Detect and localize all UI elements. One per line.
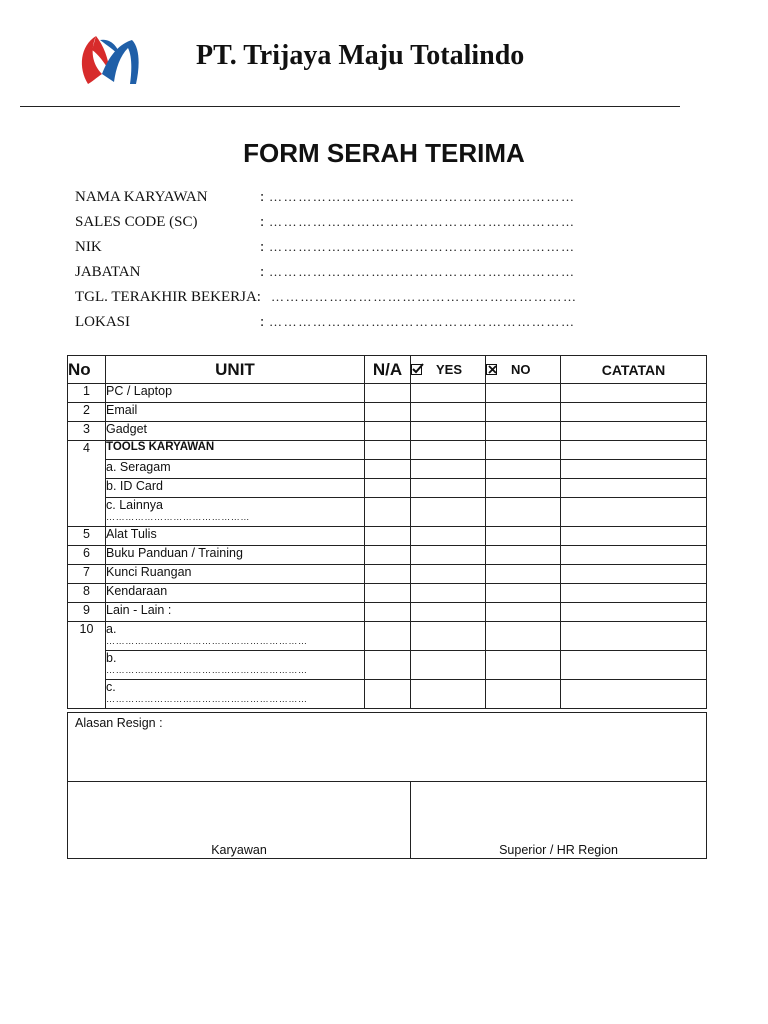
field-label: LOKASI — [75, 314, 130, 330]
company-name: PT. Trijaya Maju Totalindo — [196, 40, 525, 71]
table-row — [68, 441, 707, 460]
row-number: 8 — [68, 584, 106, 603]
table-row — [68, 498, 707, 527]
field-label: NIK — [75, 239, 102, 255]
cell-yes[interactable] — [411, 498, 486, 527]
cell-no[interactable] — [486, 651, 561, 680]
field-value[interactable]: ……………………………………………………… — [271, 289, 578, 304]
cell-no[interactable] — [486, 680, 561, 709]
row-number: 6 — [68, 546, 106, 565]
table-row — [68, 479, 707, 498]
table-row — [68, 403, 707, 422]
col-header-na: N/A — [365, 356, 411, 384]
table-row — [68, 422, 707, 441]
row-unit-cell — [106, 651, 365, 680]
cell-catatan[interactable] — [561, 584, 707, 603]
col-header-unit: UNIT — [106, 356, 365, 384]
cell-no[interactable] — [486, 546, 561, 565]
cell-na[interactable] — [365, 546, 411, 565]
resign-reason-box[interactable] — [68, 713, 707, 782]
cell-na[interactable] — [365, 603, 411, 622]
signature-karyawan[interactable] — [68, 782, 411, 859]
cell-yes[interactable] — [411, 680, 486, 709]
cell-catatan[interactable] — [561, 460, 707, 479]
table-row — [68, 651, 707, 680]
cell-yes[interactable] — [411, 603, 486, 622]
signature-superior-label: Superior / HR Region — [499, 843, 618, 857]
cell-na[interactable] — [365, 479, 411, 498]
col-header-yes — [411, 356, 486, 384]
field-value[interactable]: ……………………………………………………… — [269, 239, 576, 254]
resign-reason-label: Alasan Resign : — [75, 716, 163, 730]
cell-yes[interactable] — [411, 584, 486, 603]
table-row — [68, 384, 707, 403]
row-fill-dots[interactable]: ……………………………………………………… — [106, 665, 308, 675]
cell-catatan[interactable] — [561, 479, 707, 498]
cell-na[interactable] — [365, 441, 411, 460]
cell-na[interactable] — [365, 422, 411, 441]
header-divider — [20, 106, 680, 107]
row-unit: TOOLS KARYAWAN — [106, 441, 365, 460]
cell-no[interactable] — [486, 584, 561, 603]
cell-no[interactable] — [486, 422, 561, 441]
cell-catatan[interactable] — [561, 651, 707, 680]
cell-yes[interactable] — [411, 527, 486, 546]
cell-catatan[interactable] — [561, 622, 707, 651]
row-unit-cell — [106, 622, 365, 651]
row-unit-cell — [106, 680, 365, 709]
row-unit: a. Seragam — [106, 460, 365, 479]
row-unit: Gadget — [106, 422, 365, 441]
cell-yes[interactable] — [411, 441, 486, 460]
cell-no[interactable] — [486, 403, 561, 422]
table-row — [68, 460, 707, 479]
cell-no[interactable] — [486, 460, 561, 479]
cell-yes[interactable] — [411, 622, 486, 651]
cell-catatan[interactable] — [561, 441, 707, 460]
row-unit: Kunci Ruangan — [106, 565, 365, 584]
cell-catatan[interactable] — [561, 680, 707, 709]
row-unit: a. — [106, 622, 117, 636]
table-row — [68, 680, 707, 709]
resign-signature-table — [67, 712, 707, 859]
cell-no[interactable] — [486, 441, 561, 460]
field-label: NAMA KARYAWAN — [75, 189, 208, 205]
cell-no[interactable] — [486, 479, 561, 498]
cell-yes[interactable] — [411, 651, 486, 680]
row-fill-dots[interactable]: ……………………………………………………… — [106, 636, 308, 646]
field-label: SALES CODE (SC) — [75, 214, 198, 230]
cell-na[interactable] — [365, 651, 411, 680]
cell-catatan[interactable] — [561, 384, 707, 403]
cell-no[interactable] — [486, 384, 561, 403]
cell-na[interactable] — [365, 403, 411, 422]
row-number: 9 — [68, 603, 106, 622]
cell-yes[interactable] — [411, 460, 486, 479]
col-header-no: No — [68, 356, 106, 384]
cell-no[interactable] — [486, 622, 561, 651]
handover-table — [67, 355, 707, 709]
cell-na[interactable] — [365, 460, 411, 479]
row-number: 4 — [68, 441, 106, 527]
signature-karyawan-label: Karyawan — [211, 843, 267, 857]
cell-catatan[interactable] — [561, 603, 707, 622]
cell-catatan[interactable] — [561, 403, 707, 422]
table-row — [68, 584, 707, 603]
cell-na[interactable] — [365, 680, 411, 709]
col-header-no-label: NO — [511, 362, 531, 377]
checkbox-crossed-icon — [486, 364, 497, 375]
cell-yes[interactable] — [411, 403, 486, 422]
row-unit: Alat Tulis — [106, 527, 365, 546]
field-value[interactable]: ……………………………………………………… — [269, 314, 576, 329]
field-label: JABATAN — [75, 264, 141, 280]
row-number: 5 — [68, 527, 106, 546]
row-fill-dots[interactable]: ……………………………………………………… — [106, 694, 308, 704]
cell-no[interactable] — [486, 498, 561, 527]
row-unit: c. — [106, 680, 116, 694]
cell-no[interactable] — [486, 527, 561, 546]
row-unit: Email — [106, 403, 365, 422]
cell-catatan[interactable] — [561, 498, 707, 527]
cell-catatan[interactable] — [561, 422, 707, 441]
table-header-row — [68, 356, 707, 384]
table-row — [68, 546, 707, 565]
field-value[interactable]: ……………………………………………………… — [269, 264, 576, 279]
table-row — [68, 603, 707, 622]
row-unit: b. ID Card — [106, 479, 365, 498]
cell-yes[interactable] — [411, 565, 486, 584]
cell-na[interactable] — [365, 384, 411, 403]
cell-catatan[interactable] — [561, 565, 707, 584]
row-number: 1 — [68, 384, 106, 403]
col-header-no-check — [486, 356, 561, 384]
cell-na[interactable] — [365, 622, 411, 651]
cell-yes[interactable] — [411, 384, 486, 403]
field-label: TGL. TERAKHIR BEKERJA: — [75, 289, 261, 305]
field-value[interactable]: ……………………………………………………… — [269, 189, 576, 204]
field-value[interactable]: ……………………………………………………… — [269, 214, 576, 229]
field-colon: : — [260, 314, 265, 330]
checkbox-checked-icon — [411, 364, 422, 375]
field-colon: : — [260, 189, 265, 205]
form-title: FORM SERAH TERIMA — [243, 138, 525, 168]
company-logo — [74, 28, 148, 92]
row-number: 2 — [68, 403, 106, 422]
cell-catatan[interactable] — [561, 546, 707, 565]
table-row — [68, 622, 707, 651]
cell-na[interactable] — [365, 565, 411, 584]
row-unit-cell — [106, 498, 365, 527]
row-number: 3 — [68, 422, 106, 441]
cell-catatan[interactable] — [561, 527, 707, 546]
row-unit: PC / Laptop — [106, 384, 365, 403]
col-header-yes-label: YES — [436, 362, 463, 377]
cell-yes[interactable] — [411, 546, 486, 565]
row-number: 7 — [68, 565, 106, 584]
row-unit: Buku Panduan / Training — [106, 546, 365, 565]
cell-na[interactable] — [365, 584, 411, 603]
cell-na[interactable] — [365, 498, 411, 527]
cell-no[interactable] — [486, 565, 561, 584]
cell-yes[interactable] — [411, 422, 486, 441]
cell-no[interactable] — [486, 603, 561, 622]
table-row — [68, 565, 707, 584]
col-header-catatan: CATATAN — [561, 356, 707, 384]
row-fill-dots[interactable]: ……………………………………… — [106, 512, 250, 522]
row-unit: b. — [106, 651, 117, 665]
field-colon: : — [260, 214, 265, 230]
cell-na[interactable] — [365, 527, 411, 546]
row-unit: Lain - Lain : — [106, 603, 365, 622]
row-unit: Kendaraan — [106, 584, 365, 603]
row-number: 10 — [68, 622, 106, 709]
row-unit: c. Lainnya — [106, 498, 163, 512]
signature-superior[interactable] — [411, 782, 707, 859]
field-colon: : — [260, 239, 265, 255]
field-colon: : — [260, 264, 265, 280]
cell-yes[interactable] — [411, 479, 486, 498]
table-row — [68, 527, 707, 546]
